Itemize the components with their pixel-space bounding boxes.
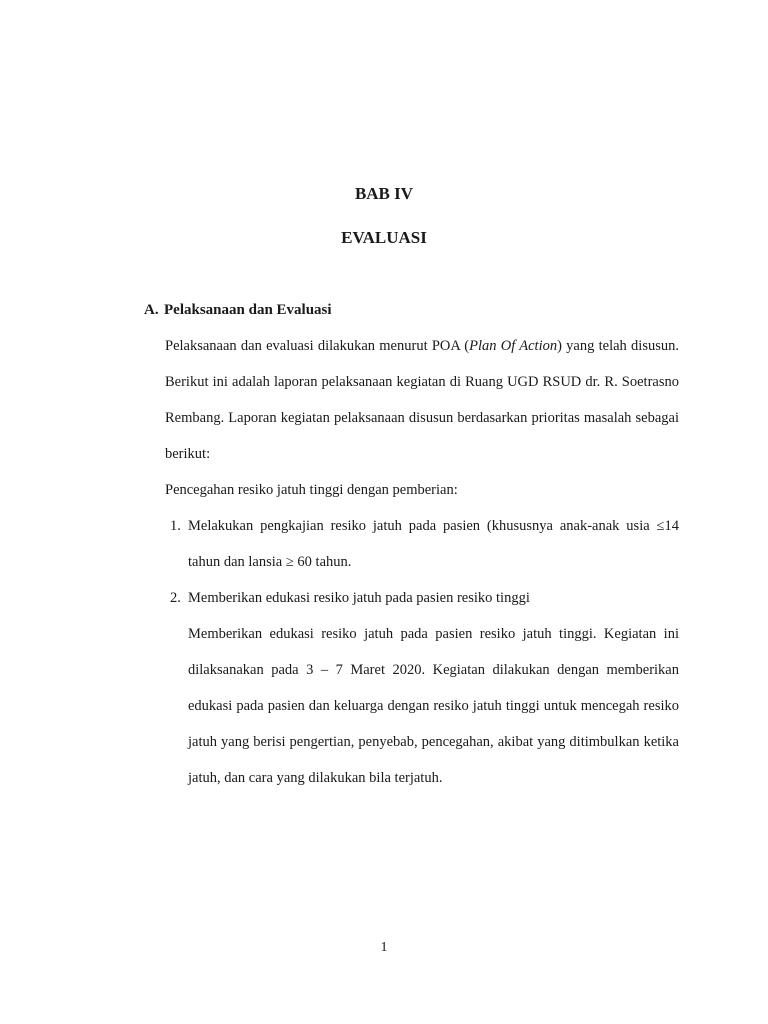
section-letter: A. bbox=[144, 302, 159, 318]
intro-paragraph bbox=[165, 328, 679, 472]
chapter-title: EVALUASI bbox=[341, 228, 427, 247]
list-item-number: 2. bbox=[170, 590, 181, 606]
chapter-number: BAB IV bbox=[354, 184, 414, 203]
list-item bbox=[165, 508, 679, 580]
list-item-number: 1. bbox=[170, 518, 181, 534]
list-item-text: Memberikan edukasi resiko jatuh pada pasien resiko tinggi bbox=[188, 590, 530, 606]
list-item-text: Melakukan pengkajian resiko jatuh pada pasien (khususnya anak-anak usia ≤14 tahun dan lansia ≥ 60 tahun. bbox=[188, 518, 679, 570]
intro-italic-term: Plan Of Action bbox=[469, 338, 558, 354]
intro-text-end: ) yang telah disusun. Berikut ini adalah laporan pelaksanaan kegiatan di Ruang UGD RSUD dr. R. Soetrasno Rembang. Laporan kegiatan pelaksanaan disusun berdasarkan prioritas masalah sebagai berikut: bbox=[165, 338, 679, 462]
intro-text-start: Pelaksanaan dan evaluasi dilakukan menurut POA ( bbox=[165, 338, 470, 354]
section-heading bbox=[144, 302, 332, 319]
list-item-description: Memberikan edukasi resiko jatuh pada pasien resiko jatuh tinggi. Kegiatan ini dilaksanakan pada 3 – 7 Maret 2020. Kegiatan dilakukan dengan memberikan edukasi pada pasien dan keluarga dengan resiko jatuh tinggi untuk mencegah resiko jatuh yang berisi pengertian, penyebab, pencegahan, akibat yang ditimbulkan ketika jatuh, dan cara yang dilakukan bila terjatuh. bbox=[188, 626, 679, 786]
lead-line: Pencegahan resiko jatuh tinggi dengan pemberian: bbox=[165, 482, 458, 498]
list-item bbox=[165, 580, 679, 616]
page-number: 1 bbox=[380, 940, 388, 955]
section-title: Pelaksanaan dan Evaluasi bbox=[164, 302, 332, 318]
